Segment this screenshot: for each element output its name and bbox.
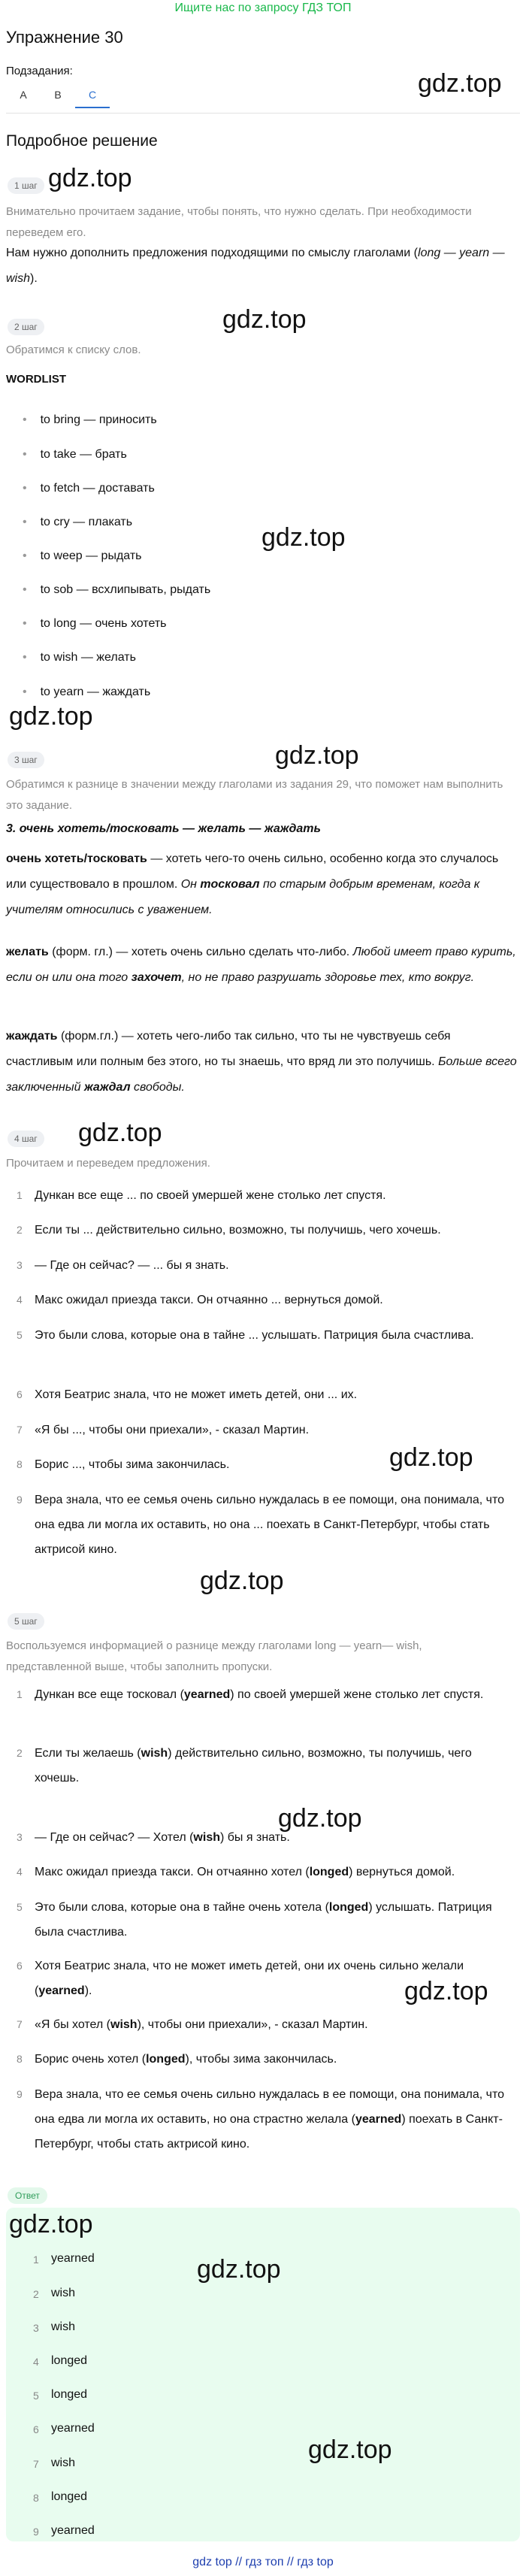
- sentence: Борис ..., чтобы зима закончилась.: [35, 1458, 230, 1471]
- item-number: 3: [17, 1831, 23, 1843]
- item-number: 6: [17, 1960, 23, 1972]
- item-number: 5: [17, 1329, 23, 1341]
- step-hint: Обратимся к списку слов.: [6, 344, 141, 356]
- sentence: Хотя Беатрис знала, что не может иметь детей, они ... их.: [35, 1388, 358, 1401]
- answer-item: yearned: [51, 2252, 95, 2265]
- watermark: gdz.top: [78, 1118, 162, 1147]
- answer-item: wish: [51, 2456, 76, 2469]
- item-number: 2: [17, 1224, 23, 1236]
- item-number: 5: [17, 1901, 23, 1913]
- item-number: 1: [17, 1688, 23, 1700]
- sentence: Если ты ... действительно сильно, возможно, ты получишь, чего хочешь.: [35, 1224, 441, 1237]
- answer-badge: Ответ: [8, 2187, 47, 2204]
- list-item: • to take — брать: [23, 448, 127, 461]
- answer-sentence: Макс ожидал приезда такси. Он отчаянно хотел (longed) вернуться домой.: [35, 1866, 455, 1878]
- item-number: 6: [17, 1388, 23, 1400]
- item-number: 7: [17, 2018, 23, 2030]
- watermark: gdz.top: [404, 1977, 488, 2005]
- answer-item: longed: [51, 2354, 88, 2367]
- answer-sentence: Вера знала, что ее семья очень сильно нуждалась в ее помощи, она понимала, что она едва ли могла их оставить, но она страстно желала (yearned) поехать в Санкт-Петербург, чтобы стать актрисой кино.: [35, 2088, 505, 2151]
- list-item: • to fetch — доставать: [23, 482, 155, 495]
- list-item: • to bring — приносить: [23, 413, 157, 426]
- step-hint: Обратимся к разнице в значении между глаголами из задания 29, что поможет нам выполнить это задание.: [6, 778, 503, 812]
- item-number: 8: [17, 1458, 23, 1470]
- watermark: gdz.top: [389, 1443, 473, 1472]
- step-hint: Внимательно прочитаем задание, чтобы понять, что нужно сделать. При необходимости переведем его.: [6, 205, 472, 239]
- step3-heading: 3. очень хотеть/тосковать — желать — жаждать: [6, 822, 322, 835]
- item-number: 3: [17, 1259, 23, 1271]
- tab-b[interactable]: B: [54, 89, 62, 101]
- list-item: • to cry — плакать: [23, 516, 133, 528]
- step-badge: 1 шаг: [8, 177, 44, 194]
- step-badge: 2 шаг: [8, 319, 44, 335]
- item-number: 7: [17, 1424, 23, 1436]
- item-number: 8: [17, 2053, 23, 2065]
- detailed-heading: Подробное решение: [6, 132, 158, 150]
- list-item: • to wish — желать: [23, 651, 136, 664]
- watermark: gdz.top: [275, 741, 359, 770]
- answer-sentence: Дункан все еще тосковал (yearned) по своей умершей жене столько лет спустя.: [35, 1688, 484, 1701]
- ad-banner[interactable]: Ищите нас по запросу ГДЗ ТОП: [174, 2, 352, 14]
- item-number: 8: [33, 2492, 39, 2504]
- watermark: gdz.top: [308, 2435, 392, 2464]
- sentence: Вера знала, что ее семья очень сильно нуждалась в ее помощи, она понимала, что она едва ли могла их оставить, но она ... поехать в Санкт-Петербург, чтобы стать актрисой кино.: [35, 1494, 505, 1556]
- sentence: Макс ожидал приезда такси. Он отчаянно ... вернуться домой.: [35, 1294, 383, 1306]
- answer-sentence: Если ты желаешь (wish) действительно сильно, возможно, ты получишь, чего хочешь.: [35, 1747, 472, 1784]
- wordlist-title: WORDLIST: [6, 373, 66, 386]
- sentence: «Я бы ..., чтобы они приехали», - сказал Мартин.: [35, 1424, 310, 1436]
- item-number: 9: [17, 1494, 23, 1506]
- list-item: • to sob — всхлипывать, рыдать: [23, 583, 211, 596]
- item-number: 9: [17, 2088, 23, 2100]
- answer-item: wish: [51, 2287, 76, 2299]
- answer-sentence: Борис очень хотел (longed), чтобы зима закончилась.: [35, 2053, 337, 2066]
- item-number: 4: [33, 2356, 39, 2368]
- item-number: 4: [17, 1294, 23, 1306]
- answer-sentence: «Я бы хотел (wish), чтобы они приехали», - сказал Мартин.: [35, 2018, 368, 2031]
- tab-c[interactable]: C: [75, 84, 110, 108]
- step-badge: 3 шаг: [8, 752, 44, 768]
- answer-item: longed: [51, 2490, 88, 2503]
- answer-sentence: Это были слова, которые она в тайне очень хотела (longed) услышать. Патриция была счастлива.: [35, 1901, 492, 1939]
- item-number: 7: [33, 2458, 39, 2470]
- watermark: gdz.top: [48, 164, 132, 192]
- footer-links[interactable]: gdz top // гдз топ // гдз top: [192, 2556, 334, 2568]
- watermark: gdz.top: [418, 69, 502, 98]
- list-item: • to yearn — жаждать: [23, 686, 151, 698]
- answer-item: longed: [51, 2388, 88, 2401]
- watermark: gdz.top: [9, 2210, 93, 2238]
- sentence: Дункан все еще ... по своей умершей жене столько лет спустя.: [35, 1189, 386, 1202]
- definition-wish: желать (форм. гл.) — хотеть очень сильно сделать что-либо. Любой имеет право курить, если он или она того захочет, но не право разрушать здоровье тех, кто вокруг.: [6, 946, 516, 984]
- step-hint: Воспользуемся информацией о разнице между глаголами long — yearn— wish, представленной выше, чтобы заполнить пропуски.: [6, 1639, 422, 1673]
- watermark: gdz.top: [9, 702, 93, 731]
- item-number: 5: [33, 2390, 39, 2402]
- watermark: gdz.top: [261, 523, 346, 552]
- watermark: gdz.top: [197, 2255, 281, 2284]
- item-number: 1: [17, 1189, 23, 1201]
- answer-sentence: — Где он сейчас? — Хотел (wish) бы я знать.: [35, 1831, 290, 1844]
- item-number: 1: [33, 2254, 39, 2266]
- page-title: Упражнение 30: [6, 28, 123, 47]
- definition-long: очень хотеть/тосковать — хотеть чего-то очень сильно, особенно когда это случалось или существовало в прошлом. Он тосковал по старым добрым временам, когда к учителям относились с уважением.: [6, 852, 499, 916]
- watermark: gdz.top: [222, 305, 307, 334]
- item-number: 4: [17, 1866, 23, 1878]
- item-number: 3: [33, 2322, 39, 2334]
- item-number: 2: [17, 1747, 23, 1759]
- sentence: Это были слова, которые она в тайне ... услышать. Патриция была счастлива.: [35, 1329, 474, 1342]
- step-text: Нам нужно дополнить предложения подходящими по смыслу глаголами (long — yearn — wish).: [6, 247, 505, 285]
- tab-a[interactable]: A: [20, 89, 27, 101]
- list-item: • to weep — рыдать: [23, 549, 142, 562]
- answer-item: wish: [51, 2320, 76, 2333]
- item-number: 9: [33, 2526, 39, 2538]
- item-number: 2: [33, 2288, 39, 2300]
- item-number: 6: [33, 2423, 39, 2435]
- sentence: — Где он сейчас? — ... бы я знать.: [35, 1259, 229, 1272]
- subtask-tabs: [6, 84, 110, 108]
- definition-yearn: жаждать (форм.гл.) — хотеть чего-либо так сильно, что ты не чувствуешь себя счастливым или полным без этого, но ты знаешь, что вряд ли это получишь. Больше всего заключенный жаждал свободы.: [6, 1030, 517, 1094]
- watermark: gdz.top: [278, 1804, 362, 1833]
- answer-item: yearned: [51, 2422, 95, 2435]
- subtasks-label: Подзадания:: [6, 65, 73, 77]
- answer-item: yearned: [51, 2524, 95, 2537]
- watermark: gdz.top: [200, 1566, 284, 1595]
- divider: [6, 113, 520, 114]
- step-badge: 5 шаг: [8, 1613, 44, 1630]
- list-item: • to long — очень хотеть: [23, 617, 167, 630]
- step-hint: Прочитаем и переведем предложения.: [6, 1157, 210, 1170]
- step-badge: 4 шаг: [8, 1131, 44, 1147]
- answer-sentence: Хотя Беатрис знала, что не может иметь детей, они их очень сильно желали (yearned).: [35, 1960, 464, 1997]
